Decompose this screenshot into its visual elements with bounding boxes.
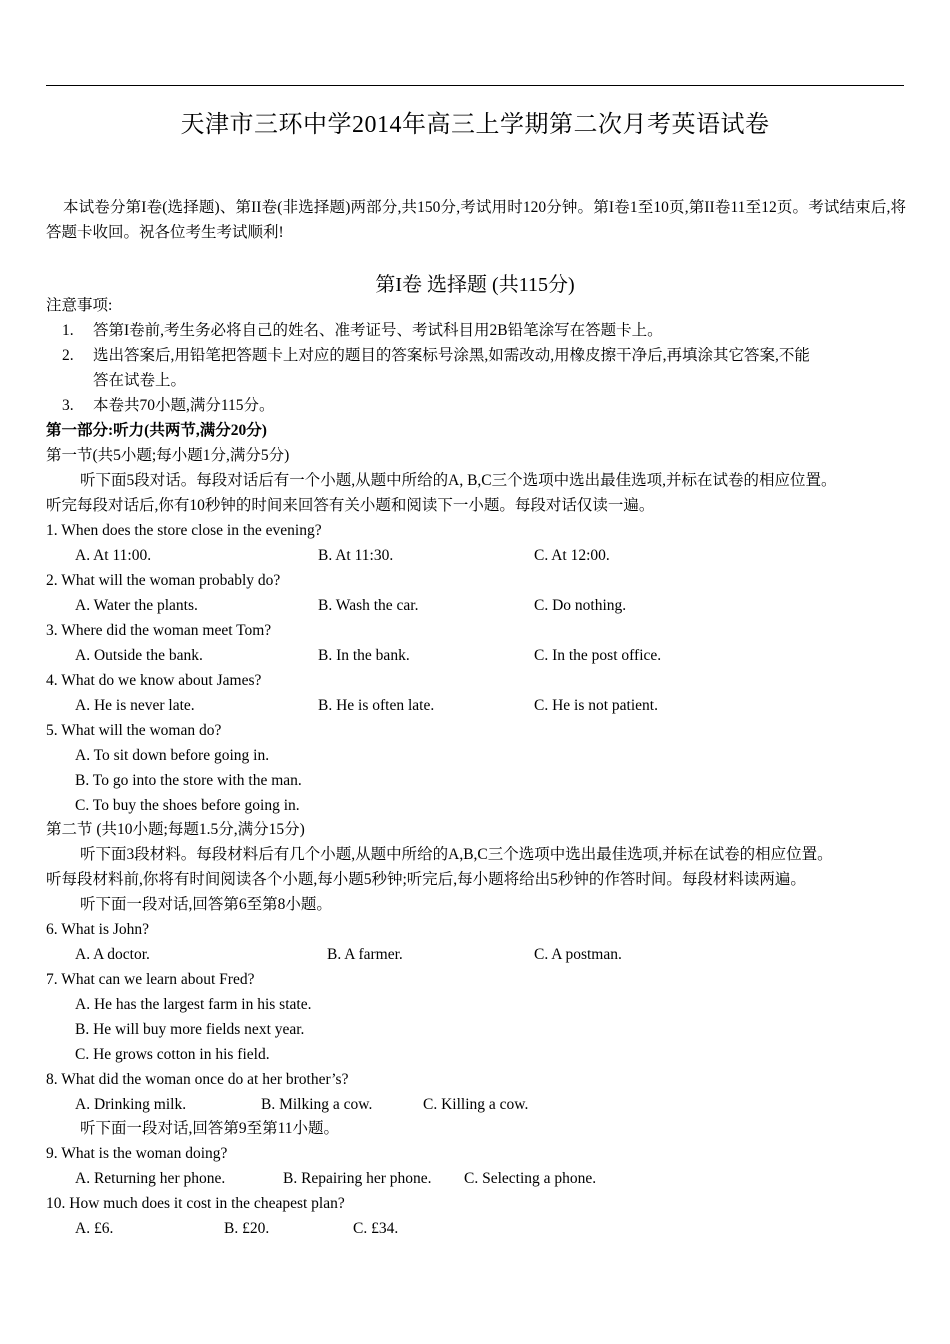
option-b: B. Milking a cow. [261, 1096, 373, 1113]
option-a: A. Returning her phone. [75, 1170, 226, 1187]
notice-text: 本卷共70小题,满分115分。 [93, 397, 275, 414]
notice-number: 2. [62, 347, 74, 364]
option-a: A. At 11:00. [75, 547, 152, 564]
option-a: A. Water the plants. [75, 597, 198, 614]
option-a: A. Outside the bank. [75, 647, 203, 664]
section2-instructions-continued: 听每段材料前,你将有时间阅读各个小题,每小题5秒钟;听完后,每小题将给出5秒钟的作答时间。每段材料读两遍。 [46, 871, 806, 888]
question-8: 8. What did the woman once do at her brother’s? [46, 1071, 349, 1088]
question-10: 10. How much does it cost in the cheapest plan? [46, 1195, 345, 1212]
question-7: 7. What can we learn about Fred? [46, 971, 255, 988]
section2-instructions: 听下面3段材料。每段材料后有几个小题,从题中所给的A,B,C三个选项中选出最佳选项,并标在试卷的相应位置。 [80, 846, 833, 863]
part1-heading: 第I卷 选择题 (共115分) [375, 274, 575, 296]
option-b: B. In the bank. [318, 647, 410, 664]
option-b: B. To go into the store with the man. [75, 772, 302, 789]
section2-subinstruction: 听下面一段对话,回答第9至第11小题。 [80, 1120, 340, 1137]
header-rule [46, 85, 904, 86]
option-b: B. At 11:30. [318, 547, 394, 564]
notice-number: 3. [62, 397, 74, 414]
option-a: A. £6. [75, 1220, 114, 1237]
notice-text: 答第I卷前,考生务必将自己的姓名、准考证号、考试科目用2B铅笔涂写在答题卡上。 [93, 322, 663, 339]
option-b: B. He is often late. [318, 697, 435, 714]
page-title: 天津市三环中学2014年高三上学期第二次月考英语试卷 [180, 112, 770, 138]
option-a: A. He has the largest farm in his state. [75, 996, 312, 1013]
option-c: C. He grows cotton in his field. [75, 1046, 270, 1063]
option-b: B. Repairing her phone. [283, 1170, 432, 1187]
option-a: A. Drinking milk. [75, 1096, 187, 1113]
option-c: C. To buy the shoes before going in. [75, 797, 300, 814]
option-b: B. He will buy more fields next year. [75, 1021, 305, 1038]
section1-heading: 第一节(共5小题;每小题1分,满分5分) [46, 447, 290, 464]
section2-subinstruction: 听下面一段对话,回答第6至第8小题。 [80, 896, 332, 913]
option-c: C. Killing a cow. [423, 1096, 529, 1113]
notice-text-continued: 答在试卷上。 [93, 372, 187, 389]
option-b: B. Wash the car. [318, 597, 419, 614]
option-a: A. He is never late. [75, 697, 195, 714]
question-2: 2. What will the woman probably do? [46, 572, 281, 589]
question-1: 1. When does the store close in the evening? [46, 522, 322, 539]
section1-instructions: 听下面5段对话。每段对话后有一个小题,从题中所给的A, B,C三个选项中选出最佳选项,并标在试卷的相应位置。 [80, 472, 837, 489]
listening-heading: 第一部分:听力(共两节,满分20分) [46, 422, 267, 439]
option-b: B. A farmer. [327, 946, 403, 963]
option-a: A. A doctor. [75, 946, 150, 963]
option-c: C. He is not patient. [534, 697, 658, 714]
question-5: 5. What will the woman do? [46, 722, 222, 739]
question-9: 9. What is the woman doing? [46, 1145, 228, 1162]
intro-paragraph: 本试卷分第I卷(选择题)、第II卷(非选择题)两部分,共150分,考试用时120分钟。第I卷1至10页,第II卷11至12页。考试结束后,将答题卡收回。祝各位考生考试顺利! [46, 199, 906, 241]
notice-label: 注意事项: [46, 297, 113, 314]
option-c: C. Selecting a phone. [464, 1170, 597, 1187]
question-4: 4. What do we know about James? [46, 672, 262, 689]
option-c: C. At 12:00. [534, 547, 610, 564]
option-c: C. In the post office. [534, 647, 662, 664]
notice-number: 1. [62, 322, 74, 339]
option-c: C. A postman. [534, 946, 622, 963]
notice-text: 选出答案后,用铅笔把答题卡上对应的题目的答案标号涂黑,如需改动,用橡皮擦干净后,再填涂其它答案,不能 [93, 347, 810, 364]
question-3: 3. Where did the woman meet Tom? [46, 622, 272, 639]
option-b: B. £20. [224, 1220, 270, 1237]
option-a: A. To sit down before going in. [75, 747, 270, 764]
section2-heading: 第二节 (共10小题;每题1.5分,满分15分) [46, 821, 305, 838]
option-c: C. Do nothing. [534, 597, 627, 614]
section1-instructions-continued: 听完每段对话后,你有10秒钟的时间来回答有关小题和阅读下一小题。每段对话仅读一遍。 [46, 497, 655, 514]
option-c: C. £34. [353, 1220, 399, 1237]
question-6: 6. What is John? [46, 921, 150, 938]
